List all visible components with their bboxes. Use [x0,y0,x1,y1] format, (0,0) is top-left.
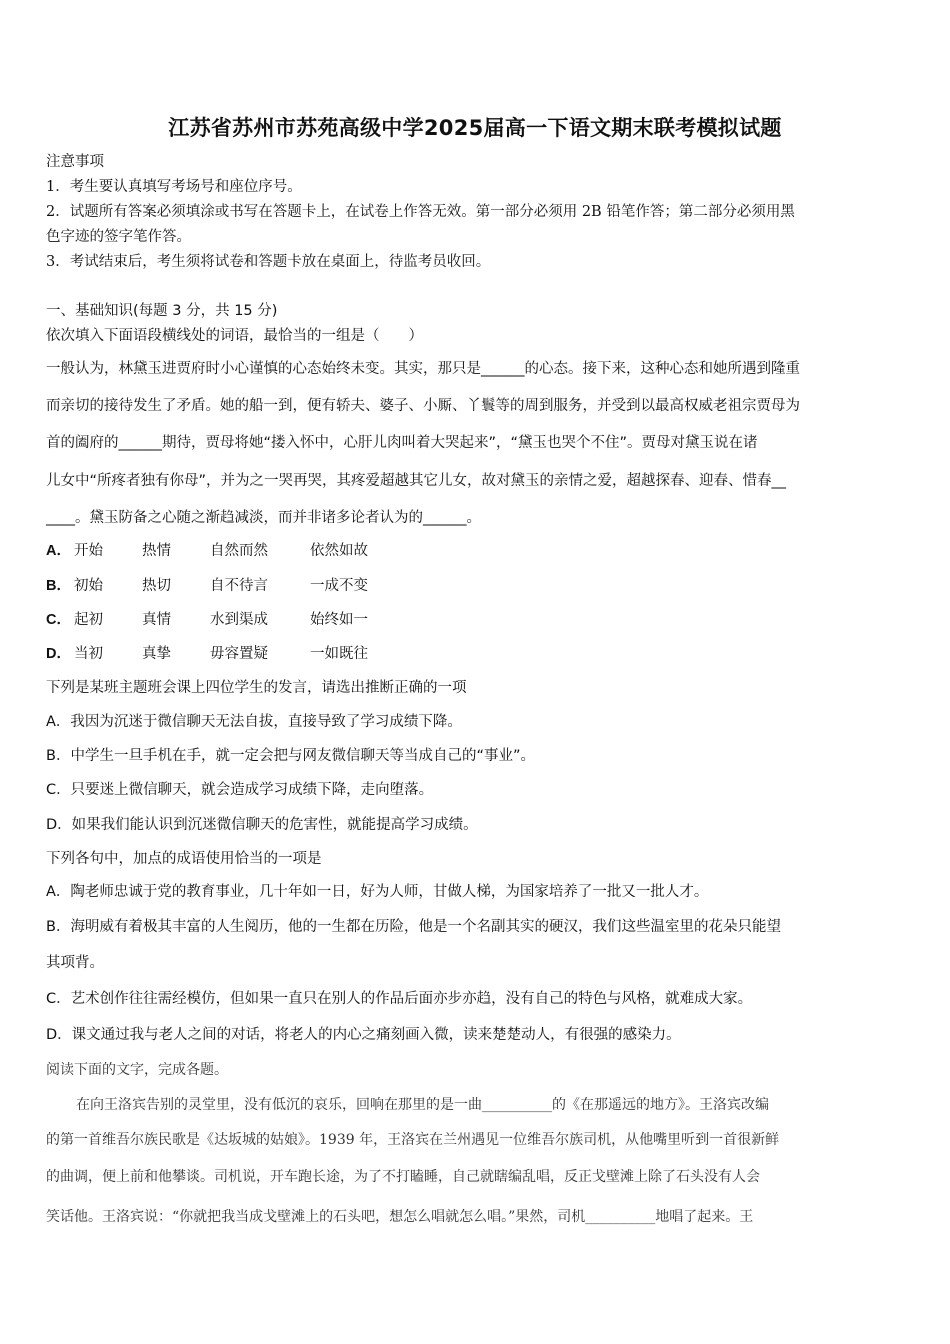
section-heading: 一、基础知识(每题 3 分，共 15 分) [46,303,278,319]
reading-line: 的第一首维吾尔族民歌是《达坂城的姑娘》。1939 年，王洛宾在兰州遇见一位维吾尔族司机，从他嘴里听到一首很新鲜 [46,1132,780,1148]
option-line: A．陶老师忠诚于党的教育事业，几十年如一日，好为人师，甘做人梯，为国家培养了一批又一批人才。 [46,884,709,900]
option-word: 热情 [142,543,171,559]
passage-line: 儿女中“所疼者独有你母”，并为之一哭再哭，其疼爱超越其它儿女，故对黛玉的亲情之爱，超越探春、迎春、惜春__ [46,473,787,489]
option-word: 依然如故 [310,543,368,559]
option-word: 自不待言 [210,578,268,594]
option-word: 一成不变 [310,578,368,594]
option-line: D．如果我们能认识到沉迷微信聊天的危害性，就能提高学习成绩。 [46,817,478,833]
question-stem: 依次填入下面语段横线处的词语，最恰当的一组是（ ） [46,328,423,344]
passage-line: 首的阖府的______期待，贾母将她“搂入怀中，心肝儿肉叫着大哭起来”，“黛玉也哭个不住”。贾母对黛玉说在诸 [46,435,758,451]
option-word: 水到渠成 [210,612,268,628]
option-row [46,644,410,664]
option-line: C．只要迷上微信聊天，就会造成学习成绩下降，走向堕落。 [46,782,434,798]
option-word: 毋容置疑 [210,646,268,662]
question-stem: 下列是某班主题班会课上四位学生的发言，请选出推断正确的一项 [46,680,467,696]
option-word: 当初 [74,646,103,662]
option-line: B．中学生一旦手机在手，就一定会把与网友微信聊天等当成自己的“事业”。 [46,748,535,764]
passage-line: 一般认为，林黛玉进贾府时小心谨慎的心态始终未变。其实，那只是______的心态。接下来，这种心态和她所遇到隆重 [46,361,800,377]
option-line: B．海明威有着极其丰富的人生阅历，他的一生都在历险，他是一个名副其实的硬汉，我们这些温室里的花朵只能望 [46,919,781,935]
notice-item: 3．考试结束后，考生须将试卷和答题卡放在桌面上，待监考员收回。 [46,254,491,270]
option-word: 始终如一 [310,612,368,628]
option-line: A．我因为沉迷于微信聊天无法自拔，直接导致了学习成绩下降。 [46,714,462,730]
option-letter: A． [46,543,71,559]
notice-item: 色字迹的签字笔作答。 [46,229,191,245]
option-word: 自然而然 [210,543,268,559]
option-word: 热切 [142,578,171,594]
option-line: D．课文通过我与老人之间的对话，将老人的内心之痛刻画入微，读来楚楚动人，有很强的感染力。 [46,1027,681,1043]
option-word: 开始 [74,543,103,559]
option-row [46,610,410,630]
option-word: 一如既往 [310,646,368,662]
notice-heading: 注意事项 [46,154,104,170]
question-stem: 下列各句中，加点的成语使用恰当的一项是 [46,851,322,867]
option-word: 起初 [74,612,103,628]
notice-item: 2．试题所有答案必须填涂或书写在答题卡上，在试卷上作答无效。第一部分必须用 2B 铅笔作答；第二部分必须用黑 [46,204,795,220]
option-word: 真挚 [142,646,171,662]
option-letter: B． [46,578,71,594]
notice-item: 1．考生要认真填写考场号和座位序号。 [46,179,302,195]
option-word: 初始 [74,578,103,594]
option-line: 其项背。 [46,955,104,971]
option-letter: C． [46,612,71,628]
reading-intro: 阅读下面的文字，完成各题。 [46,1062,228,1078]
passage-line: ____。黛玉防备之心随之渐趋减淡，而并非诸多论者认为的______。 [46,510,481,526]
option-letter: D． [46,646,71,662]
page-title: 江苏省苏州市苏苑高级中学2025届高一下语文期末联考模拟试题 [168,116,782,140]
option-row [46,541,410,561]
reading-line: 的曲调，便上前和他攀谈。司机说，开车跑长途，为了不打瞌睡，自己就瞎编乱唱，反正戈壁滩上除了石头没有人会 [46,1169,760,1185]
reading-line: 在向王洛宾告别的灵堂里，没有低沉的哀乐，回响在那里的是一曲__________的《在那遥远的地方》。王洛宾改编 [76,1097,769,1113]
option-line: C．艺术创作往往需经模仿，但如果一直只在别人的作品后面亦步亦趋，没有自己的特色与风格，就难成大家。 [46,991,753,1007]
passage-line: 而亲切的接待发生了矛盾。她的船一到，便有轿夫、婆子、小厮、丫鬟等的周到服务，并受到以最高权威老祖宗贾母为 [46,398,800,414]
reading-line: 笑话他。王洛宾说：“你就把我当成戈壁滩上的石头吧，想怎么唱就怎么唱。”果然，司机__________地唱了起来。王 [46,1209,754,1225]
option-word: 真情 [142,612,171,628]
option-row [46,576,410,596]
